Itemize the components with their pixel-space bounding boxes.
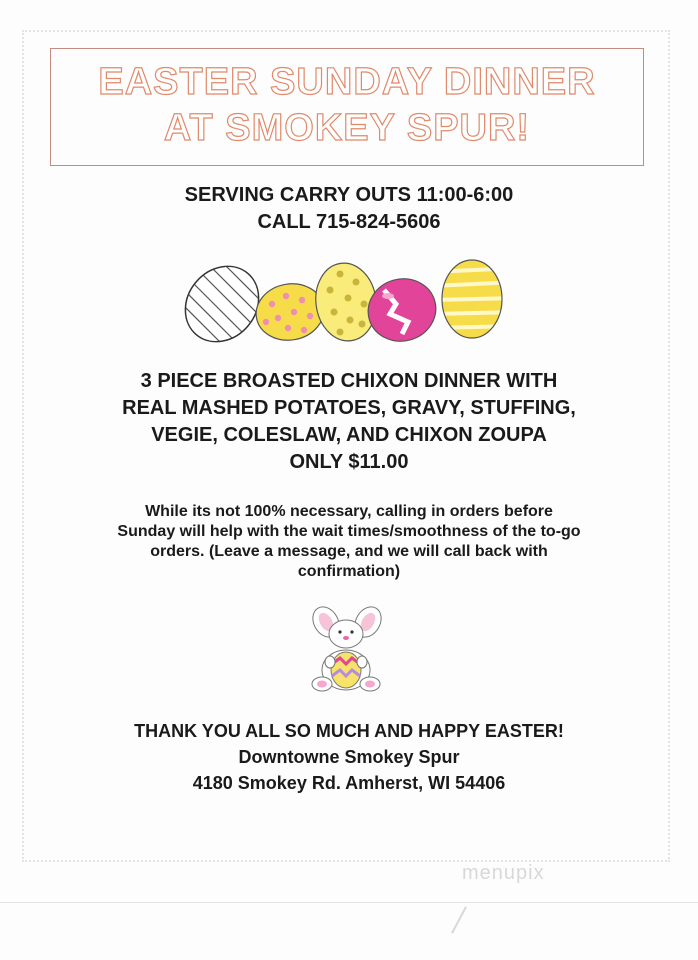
note-line-2: Sunday will help with the wait times/smoothness of the to-go <box>117 523 581 540</box>
dinner-line-3: VEGIE, COLESLAW, AND CHIXON ZOUPA <box>151 424 547 446</box>
order-note <box>0 502 698 582</box>
dinner-description <box>0 368 698 476</box>
easter-bunny-illustration <box>300 604 392 696</box>
dinner-line-1: 3 PIECE BROASTED CHIXON DINNER WITH <box>140 370 558 392</box>
note-line-1: While its not 100% necessary, calling in orders before <box>145 503 553 520</box>
title-line-2: AT SMOKEY SPUR! <box>163 107 531 149</box>
note-line-3: orders. (Leave a message, and we will call back with <box>150 543 548 560</box>
menupix-watermark: menupix <box>462 862 545 884</box>
thank-you-message: THANK YOU ALL SO MUCH AND HAPPY EASTER! <box>134 721 564 741</box>
restaurant-address: 4180 Smokey Rd. Amherst, WI 54406 <box>192 773 506 793</box>
dinner-price: ONLY $11.00 <box>289 451 409 473</box>
dinner-line-2: REAL MASHED POTATOES, GRAVY, STUFFING, <box>122 397 576 419</box>
closing-info <box>0 718 698 796</box>
title-line-1: EASTER SUNDAY DINNER <box>98 61 596 103</box>
striped-yellow-egg <box>430 260 510 338</box>
title-box <box>50 48 644 166</box>
serving-hours: SERVING CARRY OUTS 11:00-6:00 <box>184 184 514 206</box>
scan-edge-line <box>0 902 698 903</box>
zigzag-pink-egg <box>361 271 443 348</box>
restaurant-name: Downtowne Smokey Spur <box>238 747 460 767</box>
serving-info <box>0 182 698 236</box>
phone-number: CALL 715-824-5606 <box>257 211 441 233</box>
easter-eggs-illustration <box>180 256 510 348</box>
scan-mark <box>451 906 467 933</box>
note-line-4: confirmation) <box>297 563 401 580</box>
